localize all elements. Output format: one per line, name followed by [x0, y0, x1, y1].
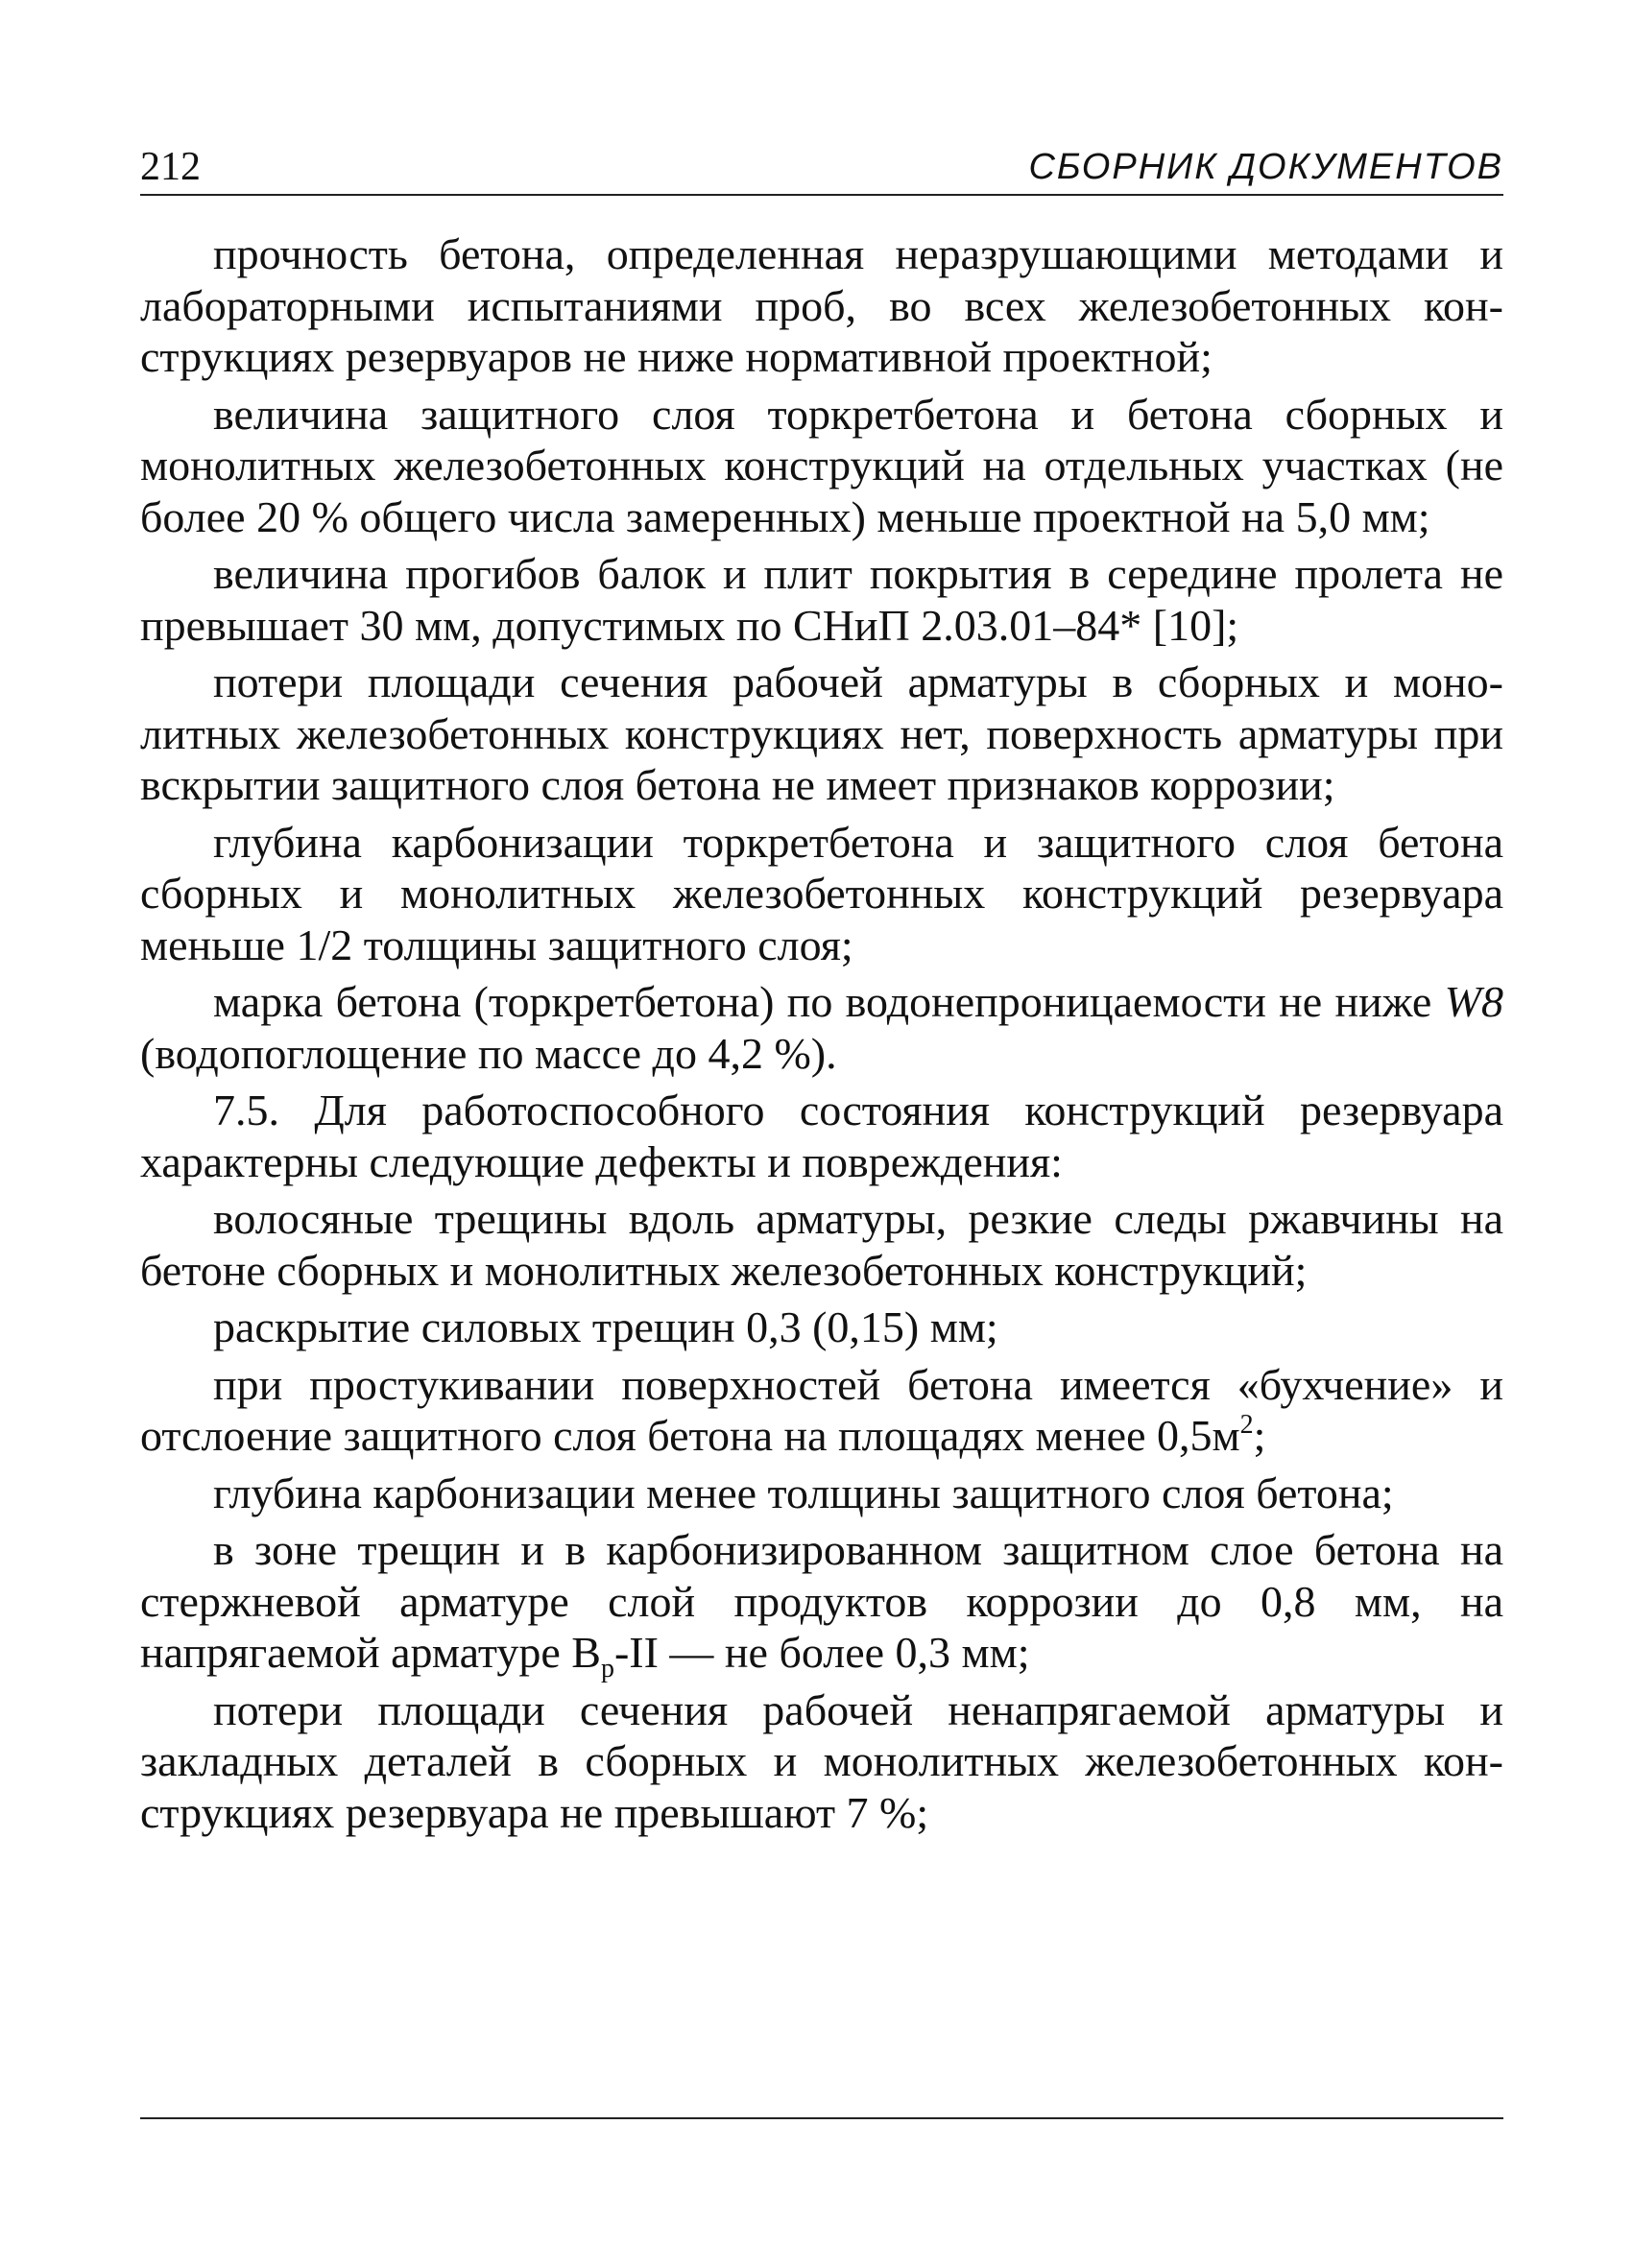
paragraph	[140, 1524, 1503, 1683]
text-run: в зоне трещин и в карбонизированном защитном слое бетона на стержневой арматуре слой продуктов коррозии до 0,8 мм, на напрягаемой арматуре В	[140, 1525, 1503, 1677]
footer-rule	[140, 2117, 1503, 2119]
paragraph: глубина карбонизации менее толщины защитного слоя бетона;	[213, 1468, 1394, 1517]
paragraph: прочность бетона, определенная неразрушающими методами и лабораторными испытаниями проб, во всех железобетонных конструкциях резервуаров не ниже нормативной проектной;	[140, 229, 1503, 381]
text-run: глубина карбонизации торкретбетона и защитного слоя бетона сборных и монолитных железобетонных конструкций резервуара меньше	[140, 817, 1503, 969]
text-run: толщины защитного слоя;	[352, 919, 853, 969]
header-rule	[140, 194, 1503, 196]
text-run: (водопоглощение по массе до 4,2 %).	[140, 1028, 837, 1078]
paragraph: потери площади сечения рабочей арматуры в сборных и монолитных железобетонных конструкциях нет, поверхность арматуры при вскрытии защитного слоя бетона не имеет признаков коррозии;	[140, 657, 1503, 809]
paragraph: 7.5. Для работоспособного состояния конструкций резервуара характерны следующие дефекты и повреждения:	[140, 1086, 1503, 1186]
paragraph	[140, 976, 1503, 1079]
paragraph: потери площади сечения рабочей ненапрягаемой арматуры и закладных деталей в сборных и монолитных железобетонных конструкциях резервуара не превышают 7 %;	[140, 1684, 1503, 1837]
paragraph: величина прогибов балок и плит покрытия в середине пролета не превышает 30 мм, допустимых по СНиП 2.03.01–84* [10];	[140, 549, 1503, 650]
page-header	[140, 142, 1503, 200]
body-text	[140, 228, 1503, 1844]
text-run: при простукивании поверхностей бетона имеется «бухчение» и отслоение защитного слоя бетона на площадях менее 0,5м	[140, 1359, 1503, 1460]
paragraph: волосяные трещины вдоль арматуры, резкие следы ржавчины на бетоне сборных и монолитных железобетонных конструкций;	[140, 1194, 1503, 1295]
paragraph	[140, 1359, 1503, 1462]
paragraph: раскрытие силовых трещин 0,3 (0,15) мм;	[213, 1302, 998, 1351]
grade-mark: W8	[1444, 977, 1503, 1026]
running-head: СБОРНИК ДОКУМЕНТОВ	[1028, 147, 1503, 187]
text-run: ;	[1253, 1411, 1266, 1460]
fraction: 1/2	[296, 919, 353, 969]
superscript: 2	[1239, 1410, 1254, 1440]
subscript: р	[600, 1654, 614, 1683]
text-run: -II — не более 0,3 мм;	[613, 1628, 1030, 1677]
paragraph	[140, 817, 1503, 971]
text-run: марка бетона (торкретбетона) по водонепроницаемости не ниже	[213, 977, 1445, 1026]
paragraph: величина защитного слоя торкретбетона и бетона сборных и монолитных железобетонных конструкций на отдельных участках (не более 20 % общего числа замеренных) меньше проектной на 5,0 мм;	[140, 389, 1503, 541]
page-number: 212	[140, 145, 201, 189]
